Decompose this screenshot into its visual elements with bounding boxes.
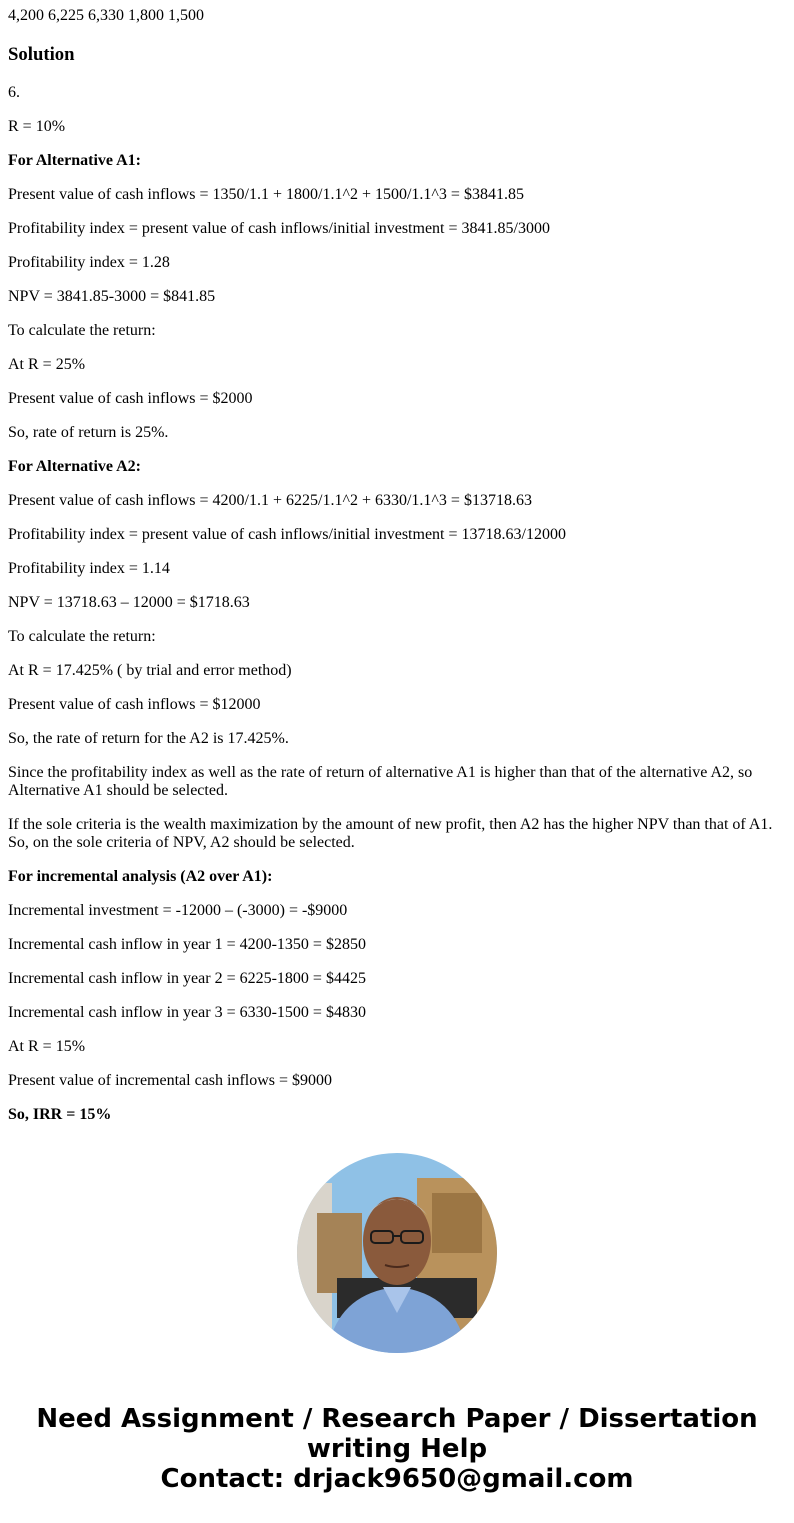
- section-heading: Solution: [8, 44, 75, 65]
- paragraph-list: [8, 84, 786, 1124]
- paragraph: At R = 25%: [8, 356, 86, 373]
- paragraph: Incremental cash inflow in year 1 = 4200-1350 = $2850: [8, 936, 366, 953]
- paragraph: Present value of cash inflows = 1350/1.1 + 1800/1.1^2 + 1500/1.1^3 = $3841.85: [8, 186, 524, 203]
- paragraph: Present value of cash inflows = $12000: [8, 696, 261, 713]
- paragraph: 6.: [8, 84, 20, 101]
- paragraph-bold: For Alternative A2:: [8, 458, 142, 475]
- paragraph: At R = 17.425% ( by trial and error method): [8, 662, 292, 679]
- paragraph: Present value of cash inflows = $2000: [8, 390, 253, 407]
- paragraph: Since the profitability index as well as the rate of return of alternative A1 is higher than that of the alternative A2, so Alternative A1 should be selected.: [8, 764, 753, 799]
- author-photo-illustration: [297, 1153, 497, 1353]
- paragraph: Profitability index = present value of cash inflows/initial investment = 13718.63/12000: [8, 526, 566, 543]
- paragraph: If the sole criteria is the wealth maximization by the amount of new profit, then A2 has the higher NPV than that of A1. So, on the sole criteria of NPV, A2 should be selected.: [8, 816, 773, 851]
- paragraph: Profitability index = present value of cash inflows/initial investment = 3841.85/3000: [8, 220, 550, 237]
- paragraph: At R = 15%: [8, 1038, 86, 1055]
- paragraph: So, rate of return is 25%.: [8, 424, 169, 441]
- promo-line-1: Need Assignment / Research Paper / Dissertation: [36, 1404, 758, 1434]
- paragraph: Incremental investment = -12000 – (-3000) = -$9000: [8, 902, 348, 919]
- paragraph: NPV = 13718.63 – 12000 = $1718.63: [8, 594, 250, 611]
- paragraph: So, the rate of return for the A2 is 17.425%.: [8, 730, 289, 747]
- promo-line-2: writing Help: [306, 1434, 488, 1464]
- paragraph-bold: So, IRR = 15%: [8, 1106, 112, 1123]
- paragraph: Incremental cash inflow in year 3 = 6330-1500 = $4830: [8, 1004, 366, 1021]
- promo-banner: [0, 1404, 794, 1494]
- promo-contact-line: Contact: drjack9650@gmail.com: [160, 1464, 634, 1494]
- solution-document: [8, 0, 786, 1124]
- data-row-cut-off: 4,200 6,225 6,330 1,800 1,500: [8, 7, 204, 24]
- paragraph: Present value of incremental cash inflows = $9000: [8, 1072, 333, 1089]
- paragraph: To calculate the return:: [8, 322, 156, 339]
- paragraph: Incremental cash inflow in year 2 = 6225-1800 = $4425: [8, 970, 366, 987]
- paragraph: Profitability index = 1.14: [8, 560, 170, 577]
- paragraph-bold: For incremental analysis (A2 over A1):: [8, 868, 273, 885]
- paragraph: Present value of cash inflows = 4200/1.1 + 6225/1.1^2 + 6330/1.1^3 = $13718.63: [8, 492, 532, 509]
- paragraph: NPV = 3841.85-3000 = $841.85: [8, 288, 216, 305]
- paragraph: R = 10%: [8, 118, 66, 135]
- paragraph-bold: For Alternative A1:: [8, 152, 142, 169]
- paragraph: To calculate the return:: [8, 628, 156, 645]
- avatar: [297, 1153, 497, 1353]
- paragraph: Profitability index = 1.28: [8, 254, 170, 271]
